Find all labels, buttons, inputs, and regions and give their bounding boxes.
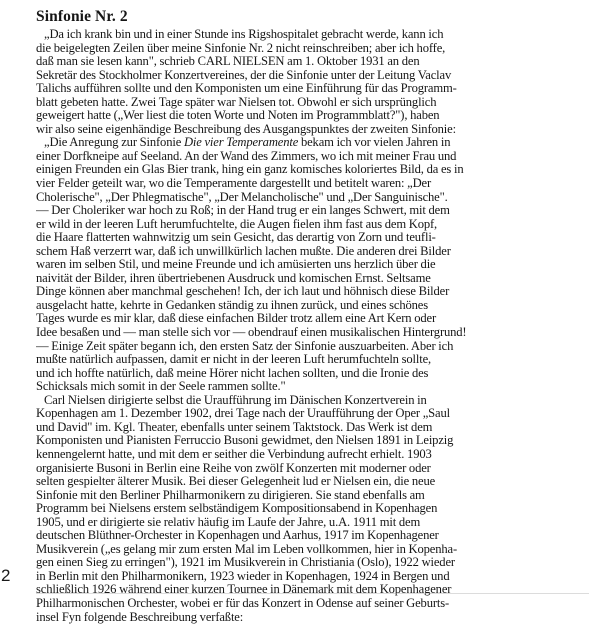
text-line: naivität der Bilder, ihren übertriebenen Ausdruck und komischen Ernst. Seltsame: [36, 271, 431, 285]
text-line: Programm bei Nielsens erstem selbständigem Kompositionsabend in Kopenhagen: [36, 502, 438, 516]
work-title: Die vier Temperamente: [183, 136, 299, 150]
document-page: [36, 8, 588, 624]
history-paragraph: [36, 394, 588, 624]
text-line: die beigelegten Zeilen über meine Sinfonie Nr. 2 nicht reinschreiben; aber ich hoffe,: [36, 41, 446, 55]
text-line: 1905, und er dirigierte sie relativ häufig im Laufe der Jahre, u.A. 1911 mit dem: [36, 515, 421, 529]
text-line: „Die Anregung zur Sinfonie Die vier Temperamente bekam ich vor vielen Jahren in: [44, 136, 451, 150]
text-line: Talichs aufführen sollte und den Komponisten um eine Einführung für das Programm-: [36, 82, 457, 96]
page-edge-rule: [36, 593, 589, 594]
text-line: Tages wurde es mir klar, daß diese einfachen Bilder trotz allem eine Art Kern oder: [36, 312, 436, 326]
text-line: Cholerische", „Der Phlegmatische", „Der Melancholische" und „Der Sanguinische".: [36, 190, 448, 204]
text-line: selten gespielter älterer Musik. Bei dieser Gelegenheit lud er Nielsen ein, die neue: [36, 475, 436, 489]
text-line: Sekretär des Stockholmer Konzertvereines, der die Sinfonie unter der Leitung Vaclav: [36, 68, 452, 82]
text-line: wir also seine eigenhändige Beschreibung des Ausgangspunktes der zweiten Sinfonie:: [36, 122, 456, 136]
section-heading: Sinfonie Nr. 2: [36, 8, 128, 25]
text-line: mußte natürlich aufpassen, damit er nicht in der leeren Luft herumfuchteln sollte,: [36, 353, 432, 367]
quote-paragraph: [36, 136, 588, 393]
text-line: organisierte Busoni in Berlin eine Reihe von zwölf Konzerten mit moderner oder: [36, 461, 431, 475]
text-line: Kopenhagen am 1. Dezember 1902, drei Tage nach der Uraufführung der Oper „Saul: [36, 407, 450, 421]
text-line: vier Felder geteilt war, wo die Temperamente dargestellt und betitelt waren: „Der: [36, 177, 432, 191]
page-number: 2: [1, 566, 11, 585]
text-line: geweigert hatte („Wer liest die toten Worte und Noten im Programmblatt?"), haben: [36, 109, 440, 123]
text-line: Dinge können aber manchmal geschehen! Ich, der ich laut und höhnisch diese Bilder: [36, 285, 450, 299]
text-line: Carl Nielsen dirigierte selbst die Uraufführung im Dänischen Konzertverein in: [44, 393, 427, 407]
text-line: schem Haß verzerrt war, daß ich unwillkürlich lachen mußte. Die anderen drei Bilder: [36, 244, 451, 258]
text-line: schließlich 1926 während einer kurzen Tournee in Dänemark mit dem Kopenhagener: [36, 583, 452, 597]
text-line: einer Dorfkneipe auf Seeland. An der Wand des Zimmers, wo ich mit meiner Frau und: [36, 149, 457, 163]
text-line: waren im selben Stil, und meine Freunde und ich amüsierten uns herzlich über die: [36, 258, 436, 272]
text-line: ausgelacht hatte, kehrte in Gedanken ständig zu ihnen zurück, und eines schönes: [36, 298, 428, 312]
text-line: Musikverein („es gelang mir zum ersten Mal im Leben vollkommen, hier in Kopenha-: [36, 542, 458, 556]
text-line: und David" im. Kgl. Theater, ebenfalls unter seinem Taktstock. Das Werk ist dem: [36, 420, 433, 434]
text-line: gen einen Sieg zu erringen"), 1921 im Musikverein in Christiania (Oslo), 1922 wieder: [36, 556, 455, 570]
text-line: Idee besaßen und — man stelle sich vor — obendrauf einen musikalischen Hintergrund!: [36, 326, 467, 340]
text-line: insel Fyn folgende Beschreibung verfaßte:: [36, 610, 244, 624]
text-line: in Berlin mit den Philharmonikern, 1923 wieder in Kopenhagen, 1924 in Bergen und: [36, 569, 450, 583]
text-line: kennengelernt hatte, und mit dem er seither die Verbindung aufrecht erhielt. 1903: [36, 447, 432, 461]
text-line: „Da ich krank bin und in einer Stunde ins Rigshospitalet gebracht werde, kann ich: [44, 28, 444, 41]
intro-paragraph: [36, 28, 588, 136]
text-line: Philharmonischen Orchester, wobei er für das Konzert in Odense auf seiner Geburts-: [36, 596, 450, 610]
text-line: — Einige Zeit später begann ich, den ersten Satz der Sinfonie auszuarbeiten. Aber ich: [36, 339, 454, 353]
text-line: deutschen Blüthner-Orchester in Kopenhagen und Aarhus, 1917 im Kopenhagener: [36, 529, 439, 543]
text-line: daß man sie lesen kann", schrieb CARL NIELSEN am 1. Oktober 1931 an den: [36, 55, 420, 69]
text-line: Sinfonie mit den Berliner Philharmonikern zu dirigieren. Sie stand ebenfalls am: [36, 488, 425, 502]
text-line: einigen Freunden ein Glas Bier trank, hing ein ganz komisches koloriertes Bild, da es in: [36, 163, 464, 177]
text-line: Komponisten und Pianisten Ferruccio Busoni gewidmet, den Nielsen 1891 in Leipzig: [36, 434, 454, 448]
text-line: die Haare flatterten wahnwitzig um sein Gesicht, das derartig von Zorn und teufli-: [36, 231, 436, 245]
text-line: Schicksals mich somit in der Seele rammen sollte.": [36, 380, 286, 394]
text-line: blatt gebeten hatte. Zwei Tage später war Nielsen tot. Obwohl er sich ursprünglich: [36, 95, 437, 109]
text-line: und ich hoffte natürlich, daß meine Hörer nicht lachen sollten, und die Ironie des: [36, 366, 429, 380]
text-line: — Der Choleriker war hoch zu Roß; in der Hand trug er ein langes Schwert, mit dem: [36, 204, 450, 218]
text-line: er wild in der leeren Luft herumfuchtelte, die Augen fielen ihm fast aus dem Kopf,: [36, 217, 438, 231]
